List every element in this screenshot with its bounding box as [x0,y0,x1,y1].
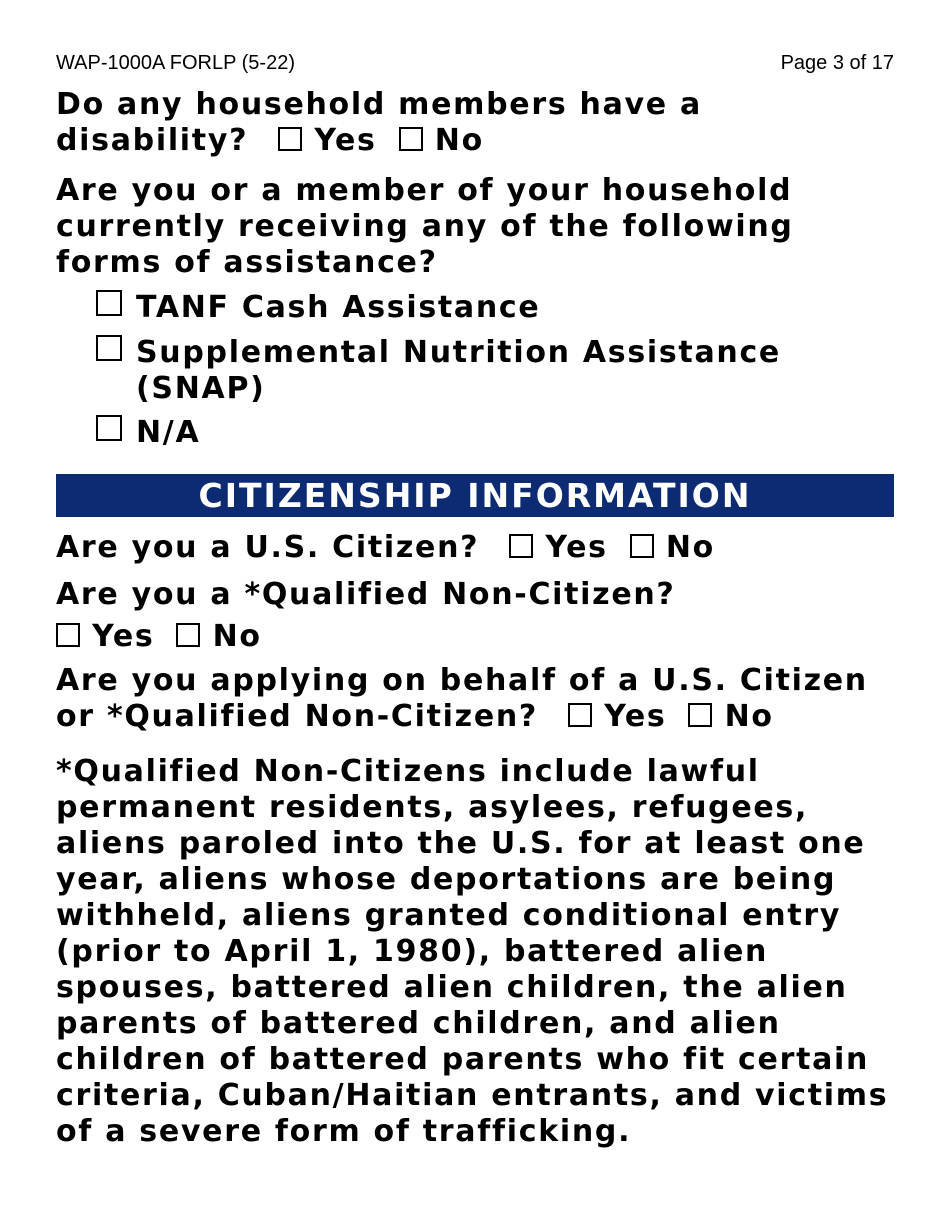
page-header [56,52,894,75]
disability-question-line1: Do any household members have a [56,87,702,122]
na-checkbox[interactable] [96,415,122,441]
behalf-yes-checkbox[interactable] [568,703,592,727]
page-number: Page 3 of 17 [780,52,894,74]
citizen-question-text: Are you a U.S. Citizen? [56,530,480,565]
section-title: CITIZENSHIP INFORMATION [198,476,752,515]
disability-yes-checkbox[interactable] [278,127,302,151]
behalf-no-checkbox[interactable] [688,703,712,727]
snap-checkbox[interactable] [96,335,122,361]
qualified-question-text: Are you a *Qualified Non-Citizen? [56,577,676,612]
qualified-footnote: *Qualified Non-Citizens include lawful permanent residents, asylees, refugees, aliens paroled into the U.S. for at least one year, aliens whose deportations are being withheld, aliens granted conditional entry (prior to April 1, 1980), battered alien spouses, battered alien children, the alien parents of battered children, and alien children of battered parents who fit certain criteria, Cuban/Haitian entrants, and victims of a severe form of trafficking. [56,754,889,1149]
citizen-yes-checkbox[interactable] [509,534,533,558]
behalf-question [56,663,916,735]
snap-label: Supplemental Nutrition Assistance (SNAP) [136,335,781,406]
citizen-no-label: No [665,530,715,565]
form-id: WAP-1000A FORLP (5-22) [56,52,295,74]
citizen-yes-label: Yes [545,530,608,565]
disability-question [56,87,916,159]
citizen-question [56,530,916,566]
disability-no-label: No [434,123,484,158]
behalf-question-line1: Are you applying on behalf of a U.S. Citizen [56,663,868,698]
qualified-yes-checkbox[interactable] [56,623,80,647]
disability-no-checkbox[interactable] [399,127,423,151]
qualified-no-label: No [212,619,262,654]
disability-question-line2: disability? [56,123,249,158]
behalf-question-line2: or *Qualified Non-Citizen? [56,699,539,734]
qualified-no-checkbox[interactable] [176,623,200,647]
behalf-no-label: No [724,699,774,734]
citizen-no-checkbox[interactable] [630,534,654,558]
assistance-option-tanf [96,290,896,326]
qualified-yes-label: Yes [92,619,155,654]
disability-yes-label: Yes [314,123,377,158]
assistance-option-snap [96,335,816,407]
assistance-question: Are you or a member of your household currently receiving any of the following forms of assistance? [56,173,794,280]
assistance-option-na [96,415,896,451]
tanf-label: TANF Cash Assistance [136,290,541,325]
behalf-yes-label: Yes [604,699,667,734]
tanf-checkbox[interactable] [96,290,122,316]
qualified-question [56,577,916,655]
na-label: N/A [136,415,201,450]
section-banner [56,474,894,517]
